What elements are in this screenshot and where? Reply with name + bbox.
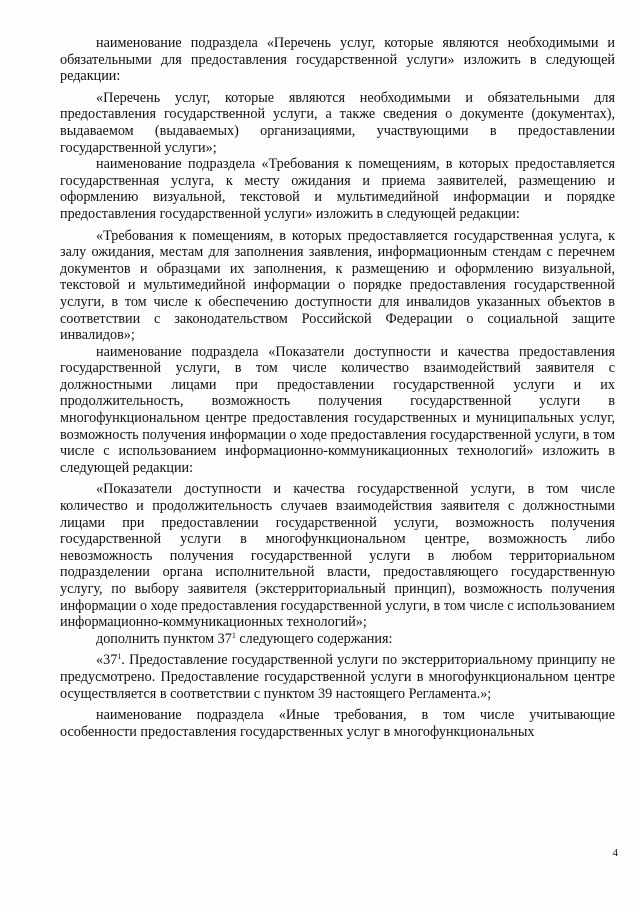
paragraph-9: наименование подраздела «Иные требования, в том числе учитывающие особенности предоставления государственных услуг в многофункциональных [60,707,615,740]
paragraph-8-text: «37 [96,652,118,669]
paragraph-6: «Показатели доступности и качества государственной услуги, в том числе количество и продолжительность случаев взаимодействия заявителя с должностными лицами при предоставлении государственной услуги, возможность получения государственной услуги в многофункциональном центре, возможность либо невозможность получения государственной услуги в любом территориальном подразделении органа исполнительной власти, предоставляющего государственную услугу, по выбору заявителя (экстерриториальный принцип), возможность получения информации о ходе предоставления государственной услуги, в том числе с использованием информационно-коммуникационных технологий»; [60,481,615,631]
paragraph-2: «Перечень услуг, которые являются необходимыми и обязательными для предоставления государственной услуги, а также сведения о документе (документах), выдаваемом (выдаваемых) организациями, участвующими в предоставлении государственной услуги»; [60,89,615,156]
paragraph-4: «Требования к помещениям, в которых предоставляется государственная услуга, к залу ожидания, местам для заполнения заявления, информационным стендам с перечнем документов и образцами их заполнения, к размещению и оформлению визуальной, текстовой и мультимедийной информации о порядке предоставления государственной услуги, в том числе к обеспечению доступности для инвалидов указанных объектов в соответствии с законодательством Российской Федерации о социальной защите инвалидов»; [60,227,615,344]
page-number: 4 [612,847,618,859]
paragraph-5: наименование подраздела «Показатели доступности и качества предоставления государственной услуги, в том числе количество взаимодействий заявителя с должностными лицами при предоставлении государственной услуги и их продолжительность, возможность получения государственной услуги в многофункциональном центре предоставления государственных и муниципальных услуг, возможность получения информации о ходе предоставления государственной услуги, в том числе с использованием информационно-коммуникационных технологий» изложить в следующей редакции: [60,343,615,476]
superscript: 1 [117,652,122,662]
document-body [60,35,615,740]
superscript: 1 [231,630,236,640]
paragraph-3: наименование подраздела «Требования к помещениям, в которых предоставляется государственная услуга, к месту ожидания и приема заявителей, размещению и оформлению визуальной, текстовой и мультимедийной информации и порядке предоставления государственной услуги» изложить в следующей редакции: [60,156,615,222]
paragraph-1: наименование подраздела «Перечень услуг, которые являются необходимыми и обязательными для предоставления государственной услуги» изложить в следующей редакции: [60,35,615,85]
paragraph-8-text-end: . Предоставление государственной услуги по экстерриториальному принципу не предусмотрено. Предоставление государственной услуги в многофункциональном центре осуществляется в соответствии с пунктом 39 настоящего Регламента.»; [60,652,615,702]
paragraph-7-text-end: следующего содержания: [235,630,393,647]
paragraph-7 [60,631,615,648]
paragraph-7-text: дополнить пунктом 37 [96,630,232,647]
paragraph-8 [60,652,615,702]
